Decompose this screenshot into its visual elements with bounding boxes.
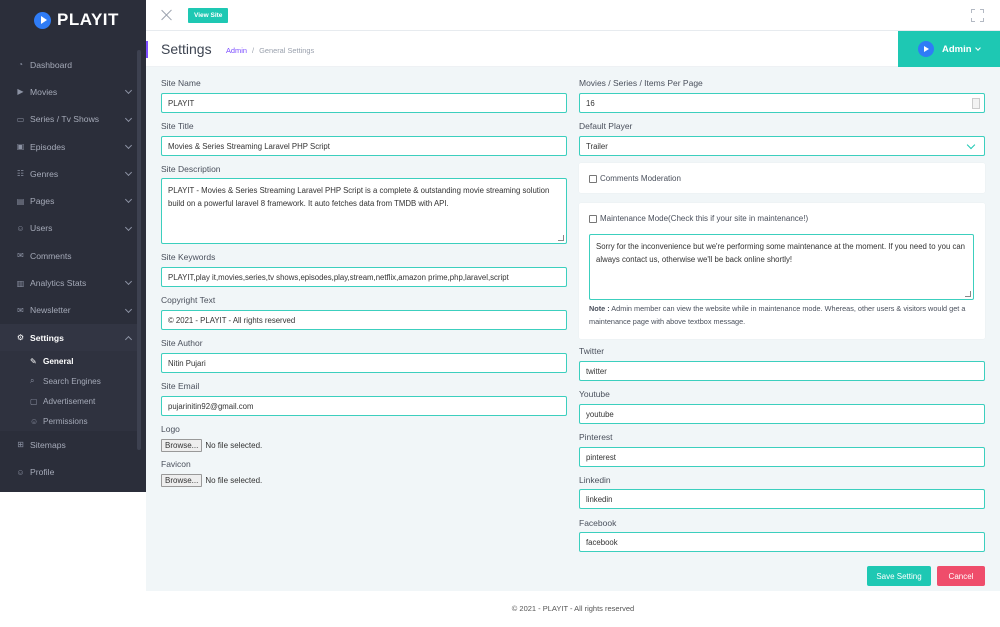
site-title-input[interactable]: Movies & Series Streaming Laravel PHP Script	[161, 136, 567, 156]
page-title: Settings	[161, 41, 212, 57]
chevron-down-icon	[125, 306, 132, 313]
twitter-label: Twitter	[579, 346, 605, 356]
chevron-down-icon	[125, 142, 132, 149]
sitemap-icon: ⊞	[17, 440, 24, 450]
favicon-browse-button[interactable]: Browse...	[161, 474, 202, 487]
pinterest-label: Pinterest	[579, 432, 613, 442]
sidebar-subitem-advertisement[interactable]	[0, 391, 140, 411]
sidebar-item-label: Movies	[30, 86, 58, 97]
number-stepper[interactable]	[972, 98, 980, 109]
favicon-label: Favicon	[161, 459, 191, 469]
sidebar-item-pages[interactable]	[0, 187, 140, 214]
site-title-label: Site Title	[161, 121, 194, 131]
sidebar-subitem-label: Advertisement	[43, 396, 96, 406]
wrench-icon: ✎	[30, 356, 37, 366]
chevron-up-icon	[125, 336, 132, 343]
per-page-label: Movies / Series / Items Per Page	[579, 78, 703, 88]
linkedin-input[interactable]: linkedin	[579, 489, 985, 509]
sidebar-item-label: Genres	[30, 168, 59, 179]
gear-icon: ⚙	[16, 333, 25, 343]
comments-moderation-row	[589, 174, 681, 183]
site-name-label: Site Name	[161, 78, 201, 88]
brand-name: PLAYIT	[57, 10, 119, 29]
copyright-label: Copyright Text	[161, 295, 216, 305]
facebook-input[interactable]: facebook	[579, 532, 985, 552]
youtube-label: Youtube	[579, 389, 610, 399]
breadcrumb-current: General Settings	[259, 46, 315, 55]
settings-form	[146, 67, 1000, 591]
sidebar-subitem-label: Permissions	[43, 416, 88, 426]
resize-handle-icon[interactable]	[965, 291, 971, 297]
sidebar-item-sitemaps[interactable]	[0, 431, 140, 458]
view-site-button[interactable]: View Site	[188, 8, 228, 23]
search-engine-icon: ⌕	[30, 376, 35, 386]
logo-file-status: No file selected.	[205, 441, 263, 450]
genres-icon: ☷	[16, 169, 25, 179]
avatar	[918, 41, 934, 57]
chevron-down-icon	[125, 115, 132, 122]
youtube-input[interactable]: youtube	[579, 404, 985, 424]
site-name-input[interactable]: PLAYIT	[161, 93, 567, 113]
favicon-file-input	[161, 474, 262, 487]
sidebar-item-label: Dashboard	[30, 59, 73, 70]
sidebar-item-series-tv-shows[interactable]	[0, 106, 140, 133]
cancel-button[interactable]: Cancel	[937, 566, 985, 586]
breadcrumb: Admin / General Settings	[226, 46, 315, 55]
brand-logo[interactable]	[0, 0, 146, 40]
comments-moderation-checkbox[interactable]	[589, 175, 597, 183]
site-keywords-label: Site Keywords	[161, 252, 216, 262]
facebook-label: Facebook	[579, 518, 617, 528]
sidebar-item-label: Episodes	[30, 141, 66, 152]
sidebar-item-label: Pages	[30, 196, 55, 207]
resize-handle-icon[interactable]	[558, 235, 564, 241]
sidebar-item-settings[interactable]	[0, 324, 140, 351]
sidebar-item-newsletter[interactable]	[0, 297, 140, 324]
title-accent-bar	[146, 41, 148, 58]
chevron-down-icon	[967, 141, 975, 149]
logo-label: Logo	[161, 424, 180, 434]
sidebar-item-profile[interactable]	[0, 459, 140, 486]
chevron-down-icon	[975, 45, 981, 51]
default-player-value: Trailer	[586, 141, 608, 151]
sidebar	[0, 0, 146, 492]
copyright-input[interactable]: © 2021 - PLAYIT - All rights reserved	[161, 310, 567, 330]
sidebar-item-label: Profile	[30, 467, 55, 478]
maintenance-message-textarea[interactable]	[589, 234, 974, 300]
site-email-input[interactable]: pujarinitin92@gmail.com	[161, 396, 567, 416]
sidebar-subitem-label: General	[43, 356, 74, 366]
maintenance-message-text: Sorry for the inconvenience but we're performing some maintenance at the moment. If you need to you can always contact us, otherwise we'll be back online shortly!	[596, 242, 966, 264]
sidebar-item-episodes[interactable]	[0, 133, 140, 160]
logo-file-input	[161, 439, 262, 452]
sidebar-item-genres[interactable]	[0, 160, 140, 187]
chevron-down-icon	[125, 169, 132, 176]
sidebar-menu	[0, 51, 140, 486]
admin-label: Admin	[942, 43, 972, 55]
sidebar-item-users[interactable]	[0, 215, 140, 242]
maintenance-mode-checkbox[interactable]	[589, 215, 597, 223]
pages-icon: ▤	[16, 196, 25, 206]
site-description-textarea[interactable]	[161, 178, 567, 244]
sidebar-item-label: Series / Tv Shows	[30, 114, 100, 125]
footer-copyright: © 2021 - PLAYIT - All rights reserved	[146, 591, 1000, 627]
newsletter-icon: ✉	[17, 305, 24, 315]
episodes-icon: ▣	[16, 142, 25, 152]
linkedin-label: Linkedin	[579, 475, 611, 485]
site-description-text: PLAYIT - Movies & Series Streaming Laravel PHP Script is a complete & outstanding movie streaming solution build on a powerful laravel 8 framework. It auto fetches data from TMDB with API.	[168, 186, 550, 208]
chevron-down-icon	[125, 224, 132, 231]
favicon-file-status: No file selected.	[205, 476, 263, 485]
site-author-input[interactable]: Nitin Pujari	[161, 353, 567, 373]
sidebar-subitem-general[interactable]	[0, 351, 140, 371]
sidebar-subitem-permissions[interactable]	[0, 411, 140, 431]
sidebar-item-dashboard[interactable]	[0, 51, 140, 78]
sidebar-subitem-search-engines[interactable]	[0, 371, 140, 391]
pinterest-input[interactable]: pinterest	[579, 447, 985, 467]
default-player-label: Default Player	[579, 121, 633, 131]
ad-icon: ▢	[30, 396, 38, 406]
comments-icon: ✉	[17, 251, 24, 261]
sidebar-item-label: Users	[30, 223, 53, 234]
sidebar-item-label: Sitemaps	[30, 439, 66, 450]
fullscreen-icon[interactable]	[971, 9, 984, 22]
topbar	[146, 0, 1000, 31]
site-author-label: Site Author	[161, 338, 203, 348]
comments-moderation-label: Comments Moderation	[600, 174, 681, 183]
sidebar-item-movies[interactable]	[0, 78, 140, 105]
per-page-input[interactable]	[579, 93, 985, 113]
maintenance-note	[589, 302, 977, 328]
sidebar-item-analytics-stats[interactable]	[0, 269, 140, 296]
sidebar-subitem-label: Search Engines	[43, 376, 101, 386]
per-page-value: 16	[586, 98, 595, 108]
sidebar-item-comments[interactable]	[0, 242, 140, 269]
users-icon: ☺	[16, 223, 25, 233]
sidebar-item-label: Comments	[30, 250, 72, 261]
chevron-down-icon	[125, 278, 132, 285]
film-icon: ▶	[17, 87, 24, 97]
page-header	[146, 31, 1000, 67]
breadcrumb-admin-link[interactable]: Admin	[226, 46, 247, 55]
permissions-icon: ☺	[30, 416, 39, 426]
sidebar-item-label: Settings	[30, 332, 64, 343]
sidebar-scrollbar[interactable]	[137, 50, 141, 450]
admin-menu-button[interactable]	[898, 31, 1000, 67]
analytics-icon: ▥	[16, 278, 25, 288]
twitter-input[interactable]: twitter	[579, 361, 985, 381]
dashboard-icon: ◔	[18, 60, 23, 70]
site-keywords-input[interactable]: PLAYIT,play it,movies,series,tv shows,episodes,play,stream,netflix,amazon prime,php,laravel,script	[161, 267, 567, 287]
comments-moderation-card	[579, 163, 985, 193]
note-text: Admin member can view the website while in maintenance mode. Whereas, other users & visitors would get a maintenance page with above textbox message.	[589, 304, 966, 326]
note-label: Note :	[589, 304, 610, 313]
sidebar-item-label: Newsletter	[30, 305, 71, 316]
chevron-down-icon	[125, 196, 132, 203]
play-logo-icon	[34, 12, 51, 29]
sidebar-item-label: Analytics Stats	[30, 278, 87, 289]
close-icon[interactable]	[161, 9, 173, 21]
save-setting-button[interactable]: Save Setting	[867, 566, 931, 586]
profile-icon: ☺	[16, 467, 25, 477]
site-email-label: Site Email	[161, 381, 200, 391]
chevron-down-icon	[125, 87, 132, 94]
maintenance-mode-label: Maintenance Mode(Check this if your site in maintenance!)	[600, 214, 809, 223]
maintenance-row	[589, 214, 808, 223]
logo-browse-button[interactable]: Browse...	[161, 439, 202, 452]
site-description-label: Site Description	[161, 164, 221, 174]
tv-icon: ▭	[16, 114, 25, 124]
maintenance-card	[579, 203, 985, 339]
default-player-select[interactable]	[579, 136, 985, 156]
